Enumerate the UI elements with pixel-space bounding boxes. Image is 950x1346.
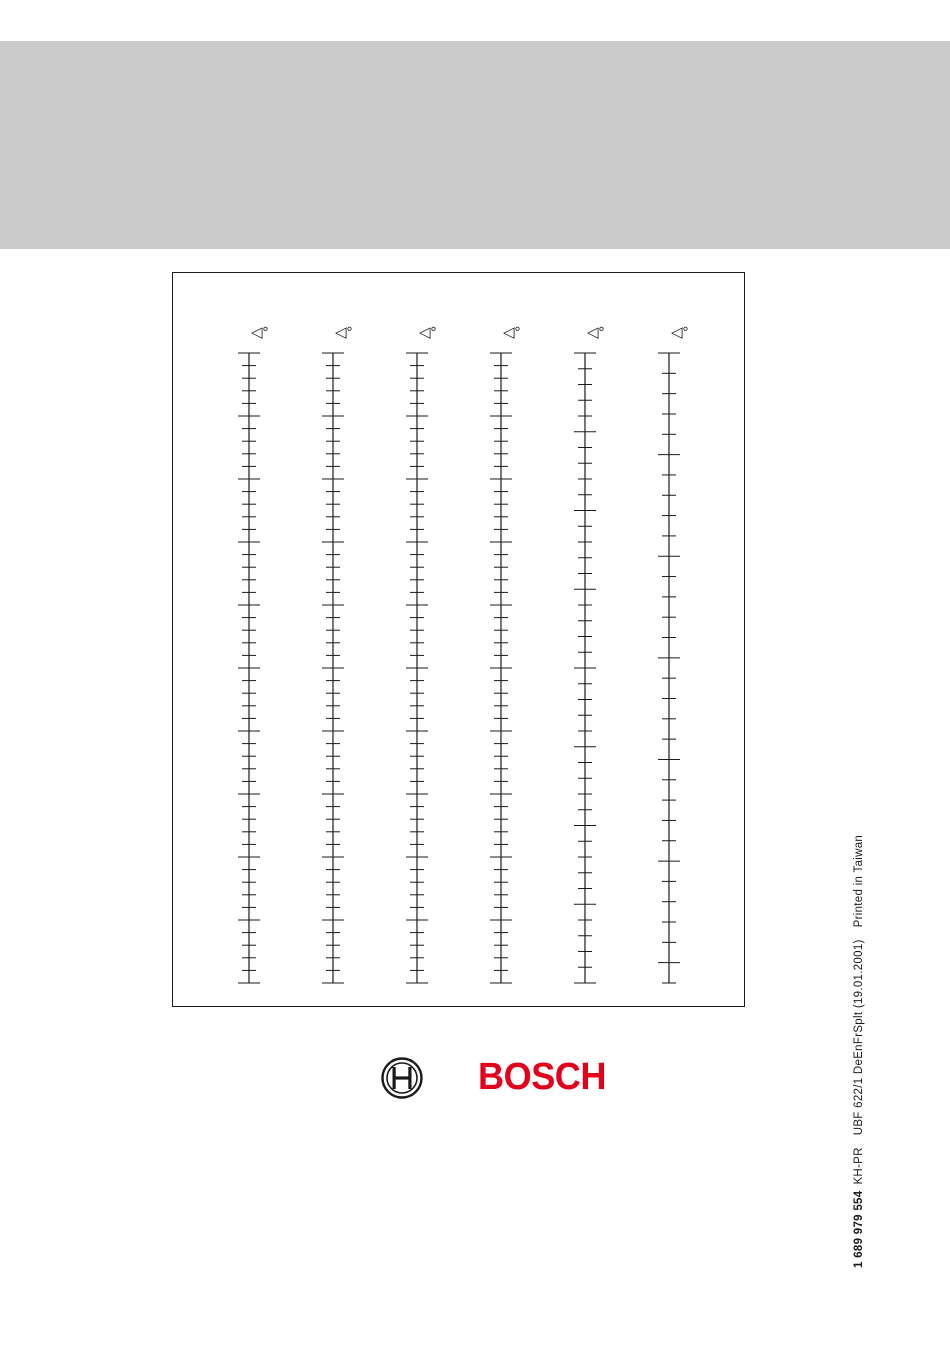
printed-location: Printed in Taiwan [853,834,865,928]
bosch-wordmark: BOSCH [478,1056,606,1098]
angle-scale-3 [406,324,437,983]
angle-scales-panel [172,272,745,1007]
bosch-armature-logo-icon [381,1057,423,1099]
angle-scales-graphic [173,273,746,1008]
angle-scale-5 [574,324,605,983]
angle-label: ◁° [671,324,689,341]
angle-scale-4 [490,324,521,983]
region-code: KH-PR [853,1147,865,1185]
angle-scale-1 [238,324,269,983]
angle-scale-6 [658,324,689,983]
angle-label: ◁° [251,324,269,341]
angle-label: ◁° [335,324,353,341]
angle-scale-2 [322,324,353,983]
angle-label: ◁° [587,324,605,341]
document-code: UBF 622/1 DeEnFrSplt (19.01.2001) [853,939,865,1136]
header-grey-band [0,41,950,249]
part-number: 1 689 979 554 [853,1190,865,1268]
angle-label: ◁° [419,324,437,341]
print-info-footer [853,835,865,1268]
angle-label: ◁° [503,324,521,341]
